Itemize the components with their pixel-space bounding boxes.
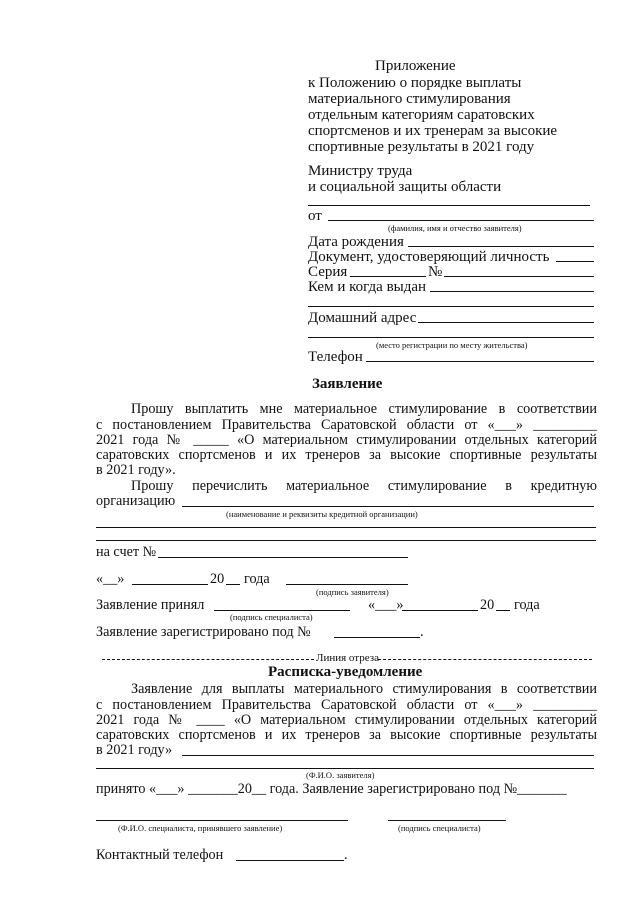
accepted-label: Заявление принял [96, 597, 205, 613]
org-field-line [182, 506, 594, 507]
org-field-line-2 [96, 527, 596, 528]
statement-p1-line-1: Прошу выплатить мне материальное стимулирование в соответствии [131, 401, 597, 417]
receipt-line-4: саратовских спортсменов и их тренеров за высокие спортивные результаты [96, 727, 597, 743]
account-label: на счет № [96, 544, 157, 560]
applicant-sign-caption: (подпись заявителя) [316, 587, 389, 597]
addressee-blank-line [308, 205, 590, 206]
issued-label: Кем и когда выдан [308, 279, 427, 295]
accepted-date-quote: «___» [368, 597, 404, 613]
receipt-fio-line [182, 755, 594, 756]
cut-line-right [378, 659, 592, 660]
statement-p1-line-5: в 2021 году». [96, 462, 176, 478]
appendix-line-4: спортсменов и их тренерам за высокие [308, 123, 558, 139]
receipt-specialist-fio-caption: (Ф.И.О. специалиста, принявшего заявление) [118, 823, 283, 833]
addressee-line-1: Министру труда [308, 163, 413, 179]
statement-title: Заявление [312, 376, 383, 392]
contact-end: . [344, 847, 348, 863]
statement-p1-line-3: 2021 года № _____ «О материальном стимулировании отдельных категорий [96, 432, 597, 448]
phone-field-line [366, 361, 594, 362]
specialist-sign-caption: (подпись специалиста) [230, 612, 313, 622]
address-field-line-2 [308, 337, 594, 338]
receipt-fio-line-2 [96, 768, 594, 769]
accepted-date-year-prefix: 20 [480, 597, 495, 613]
account-field-line [158, 557, 408, 558]
receipt-title: Расписка-уведомление [268, 664, 423, 680]
cut-line-left [102, 659, 314, 660]
receipt-specialist-sign-line [388, 820, 506, 821]
birth-field-line [408, 246, 594, 247]
contact-label: Контактный телефон [96, 847, 224, 863]
number-label: № [428, 264, 443, 280]
cut-line-label: Линия отреза [316, 652, 379, 664]
org-field-line-3 [96, 540, 596, 541]
applicant-date-quote: «__» [96, 571, 125, 587]
address-caption: (место регистрации по месту жительства) [376, 340, 528, 350]
applicant-sign-line [286, 584, 408, 585]
accepted-date-month-line [402, 610, 478, 611]
series-label: Серия [308, 264, 348, 280]
accepted-date-year-line [496, 610, 510, 611]
appendix-line-1: к Положению о порядке выплаты [308, 75, 522, 91]
receipt-fio-caption: (Ф.И.О. заявителя) [306, 770, 375, 780]
registered-field-line [334, 637, 420, 638]
statement-p1-line-2: с постановлением Правительства Саратовской области от «___» _________ [96, 417, 597, 433]
applicant-date-month-line [132, 584, 208, 585]
statement-p1-line-4: саратовских спортсменов и их тренеров за высокие спортивные результаты [96, 447, 597, 463]
doc-label: Документ, удостоверяющий личность [308, 249, 550, 265]
accepted-date-year-suffix: года [514, 597, 540, 613]
addressee-line-2: и социальной защиты области [308, 179, 502, 195]
receipt-accepted-line: принято «___» _______20__ года. Заявление зарегистрировано под №_______ [96, 781, 567, 797]
from-field-line [328, 220, 594, 221]
issued-field-line-2 [308, 306, 594, 307]
receipt-specialist-sign-caption: (подпись специалиста) [398, 823, 481, 833]
registered-label: Заявление зарегистрировано под № [96, 624, 311, 640]
receipt-line-1: Заявление для выплаты материального стимулирования в соответствии [131, 681, 597, 697]
address-field-line [418, 322, 594, 323]
from-label: от [308, 208, 322, 224]
appendix-line-5: спортивные результаты в 2021 году [308, 139, 535, 155]
contact-field-line [236, 860, 344, 861]
birth-label: Дата рождения [308, 234, 404, 250]
series-field-line [350, 276, 426, 277]
applicant-date-year-suffix: года [244, 571, 270, 587]
applicant-date-year-line [226, 584, 240, 585]
doc-field-line [556, 261, 594, 262]
number-field-line [444, 276, 594, 277]
from-caption: (фамилия, имя и отчество заявителя) [388, 223, 522, 233]
accepted-sign-line [214, 610, 350, 611]
receipt-line-5: в 2021 году» [96, 742, 173, 758]
appendix-title: Приложение [375, 58, 456, 74]
receipt-line-2: с постановлением Правительства Саратовской области от «___» _________ [96, 697, 597, 713]
receipt-specialist-fio-line [96, 820, 348, 821]
registered-end: . [420, 624, 424, 640]
statement-p2-line-2: организацию [96, 493, 176, 509]
appendix-line-2: материального стимулирования [308, 91, 511, 107]
appendix-line-3: отдельным категориям саратовских [308, 107, 535, 123]
address-label: Домашний адрес [308, 310, 417, 326]
phone-label: Телефон [308, 349, 363, 365]
applicant-date-year-prefix: 20 [210, 571, 225, 587]
org-caption: (наименование и реквизиты кредитной организации) [226, 509, 418, 519]
receipt-line-3: 2021 года № ____ «О материальном стимулировании отдельных категорий [96, 712, 597, 728]
statement-p2-line-1: Прошу перечислить материальное стимулирование в кредитную [131, 478, 597, 494]
issued-field-line [430, 291, 594, 292]
